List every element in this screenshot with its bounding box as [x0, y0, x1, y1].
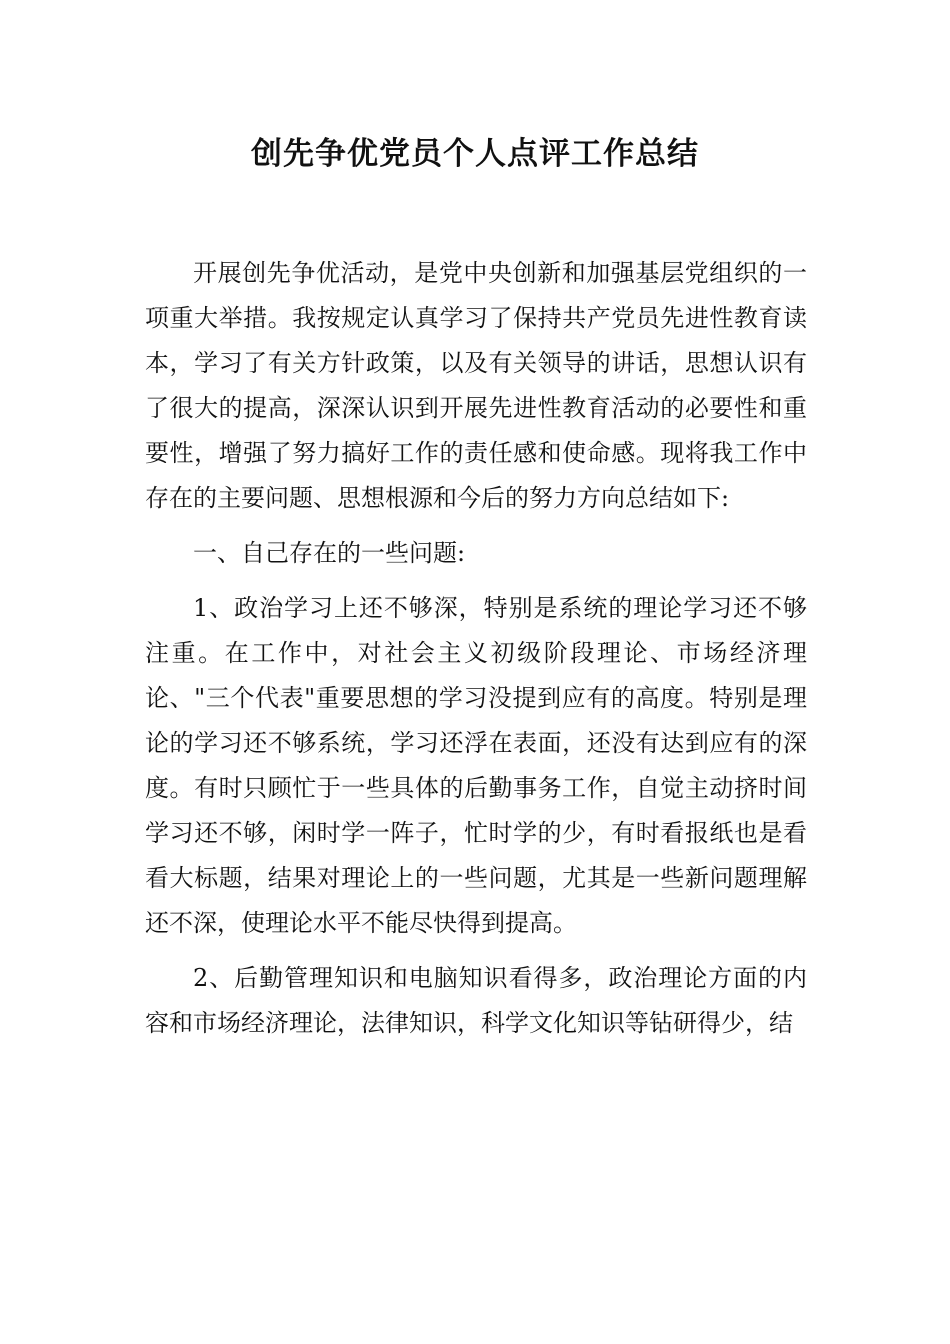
- section-heading-problems: 一、自己存在的一些问题:: [193, 539, 466, 567]
- paragraph-intro: 开展创先争优活动，是党中央创新和加强基层党组织的一项重大举措。我按规定认真学习了保持共产党员先进性教育读本，学习了有关方针政策，以及有关领导的讲话，思想认识有了很大的提高，深深认识到开展先进性教育活动的必要性和重要性，增强了努力搞好工作的责任感和使命感。现将我工作中存在的主要问题、思想根源和今后的努力方向总结如下:: [145, 259, 807, 512]
- paragraph-item-1: 1、政治学习上还不够深，特别是系统的理论学习还不够注重。在工作中，对社会主义初级阶段理论、市场经济理论、"三个代表"重要思想的学习没提到应有的高度。特别是理论的学习还不够系统，学习还浮在表面，还没有达到应有的深度。有时只顾忙于一些具体的后勤事务工作，自觉主动挤时间学习还不够，闲时学一阵子，忙时学的少，有时看报纸也是看看大标题，结果对理论上的一些问题，尤其是一些新问题理解还不深，使理论水平不能尽快得到提高。: [145, 594, 807, 937]
- document-body: [145, 251, 807, 1056]
- paragraph-item-2: 2、后勤管理知识和电脑知识看得多，政治理论方面的内容和市场经济理论，法律知识，科学文化知识等钻研得少，结: [145, 964, 807, 1037]
- document-title: 创先争优党员个人点评工作总结: [251, 136, 699, 172]
